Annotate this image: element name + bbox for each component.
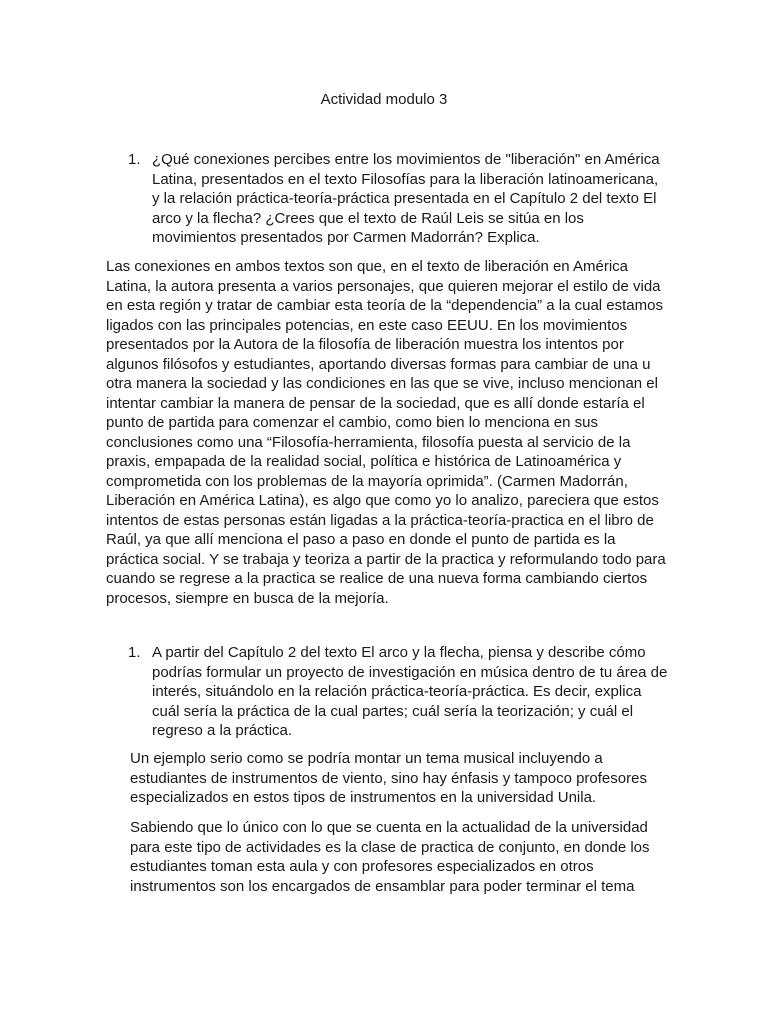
question-2-text: A partir del Capítulo 2 del texto El arco y la flecha, piensa y describe cómo podrías formular un proyecto de investigación en música dentro de tu área de interés, situándolo en la relación práctica-teoría-práctica. Es decir, explica cuál sería la práctica de la cual partes; cuál sería la teorización; y cuál el regreso a la práctica.: [152, 644, 668, 739]
question-1-text: ¿Qué conexiones percibes entre los movimientos de "liberación" en América Latina, presentados en el texto Filosofías para la liberación latinoamericana, y la relación práctica-teoría-práctica presentada en el Capítulo 2 del texto El arco y la flecha? ¿Crees que el texto de Raúl Leis se sitúa en los movimientos presentados por Carmen Madorrán? Explica.: [152, 151, 660, 246]
answer-2-paragraph-2: Sabiendo que lo único con lo que se cuenta en la actualidad de la universidad para este tipo de actividades es la clase de practica de conjunto, en donde los estudiantes toman esta aula y con profesores especializados en otros instrumentos son los encargados de ensamblar para poder terminar el tema: [130, 819, 650, 895]
question-1-number: 1.: [128, 151, 141, 168]
question-2-number: 1.: [128, 644, 141, 661]
answer-1-paragraph: Las conexiones en ambos textos son que, en el texto de liberación en América Latina, la autora presenta a varios personajes, que quieren mejorar el estilo de vida en esta región y tratar de cambiar esta teoría de la “dependencia” a la cual estamos ligados con las principales potencias, en este caso EEUU. En los movimientos presentados por la Autora de la filosofía de liberación muestra los intentos por algunos filósofos y estudiantes, aportando diversas formas para cambiar de una u otra manera la sociedad y las condiciones en las que se vive, incluso mencionan el intentar cambiar la manera de pensar de la sociedad, que es allí donde estaría el punto de partida para comenzar el cambio, como bien lo menciona en sus conclusiones como una “Filosofía-herramienta, filosofía puesta al servicio de la praxis, empapada de la realidad social, política e histórica de Latinoamérica y comprometida con los problemas de la mayoría oprimida”. (Carmen Madorrán, Liberación en América Latina), es algo que como yo lo analizo, pareciera que estos intentos de estas personas están ligadas a la práctica-teoría-practica en el libro de Raúl, ya que allí menciona el paso a paso en donde el punto de partida es la práctica social. Y se trabaja y teoriza a partir de la practica y reformulando todo para cuando se regrese a la practica se realice de una nueva forma cambiando ciertos procesos, siempre en busca de la mejoría.: [106, 258, 666, 607]
answer-2-paragraph-1: Un ejemplo serio como se podría montar un tema musical incluyendo a estudiantes de instrumentos de viento, sino hay énfasis y tampoco profesores especializados en estos tipos de instrumentos en la universidad Unila.: [130, 750, 647, 806]
document-title: Actividad modulo 3: [320, 91, 448, 108]
question-1: [128, 150, 668, 248]
question-2: [128, 643, 668, 741]
